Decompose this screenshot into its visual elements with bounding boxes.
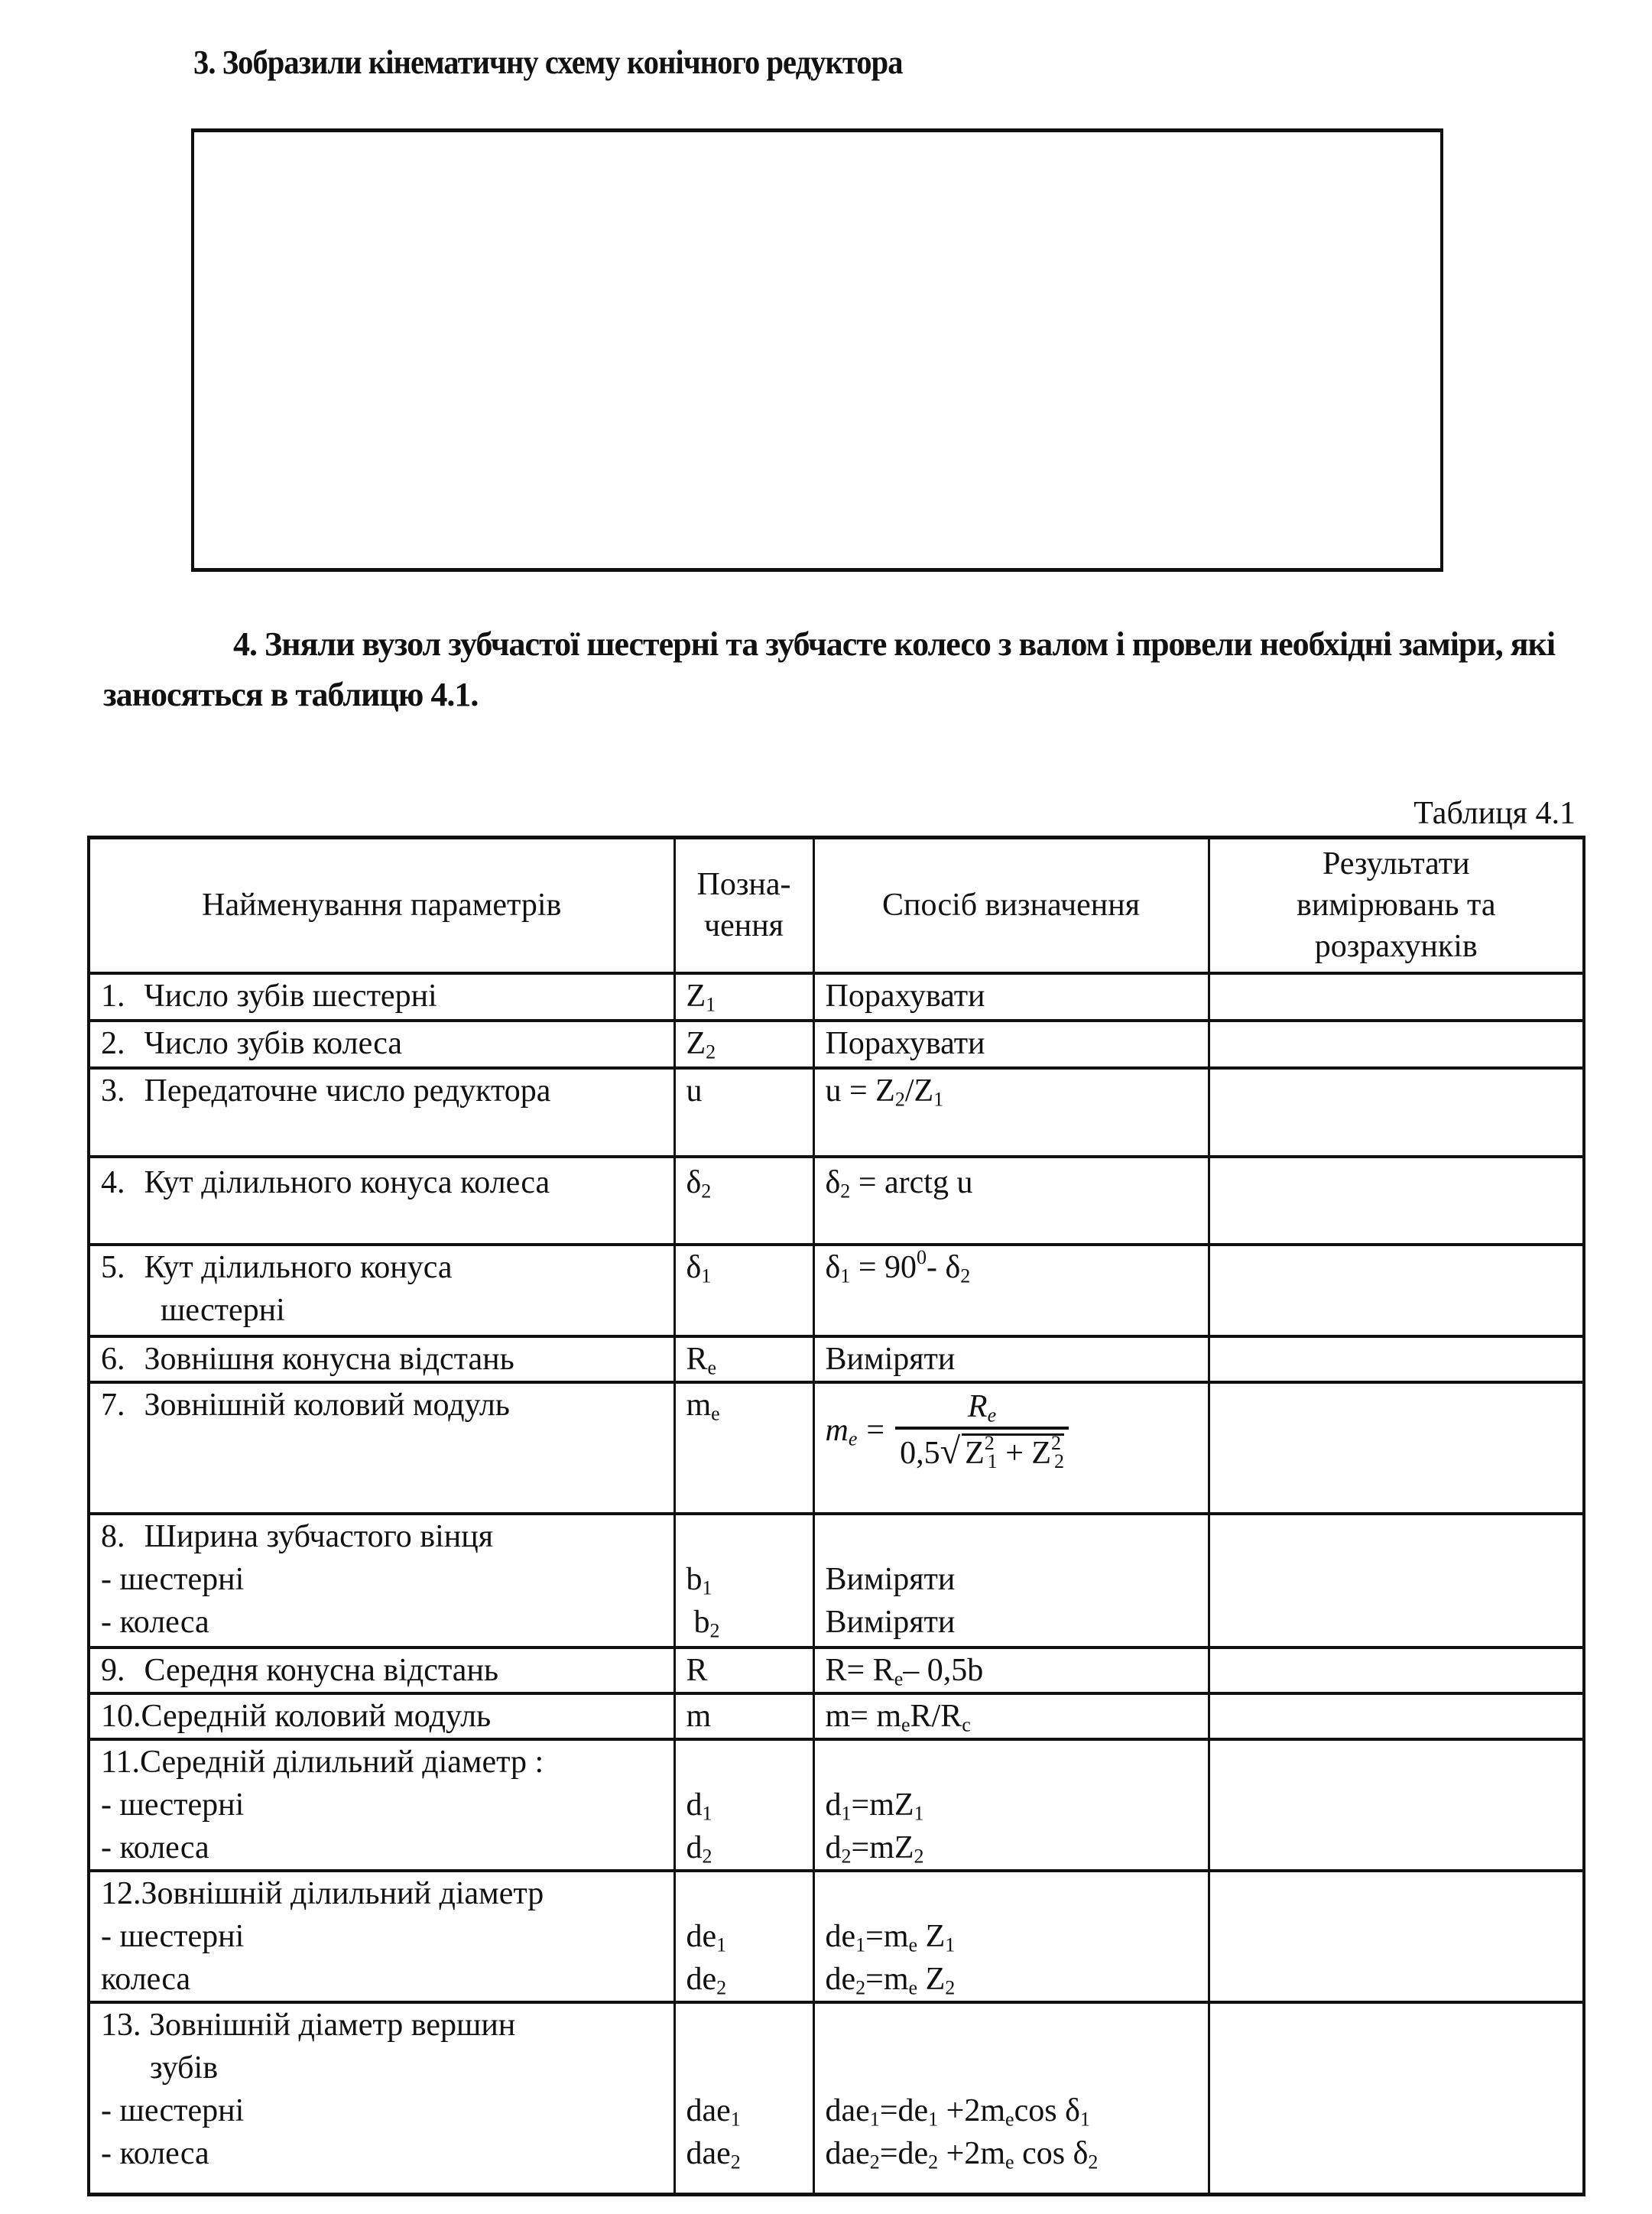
param-method: $d_1=mZ_1$ $d_2=mZ_2$ [813, 1739, 1209, 1871]
table-row [89, 1648, 1584, 1693]
result-input-cell[interactable] [1209, 1021, 1584, 1068]
table-row [89, 1514, 1584, 1648]
param-name: 8. Ширина зубчастого вінця - шестерні - колеса [89, 1514, 674, 1648]
param-name: 12.Зовнішній ділильний діаметр - шестерні колеса [89, 1871, 674, 2002]
param-symbol: $Z_1$ [674, 973, 813, 1021]
table-row [89, 973, 1584, 1021]
result-input-cell[interactable] [1209, 1871, 1584, 2002]
param-method: $de_1=m_e$ $Z_1$ $de_2=m_e$ $Z_2$ [813, 1871, 1209, 2002]
param-symbol: $\delta_2$ [674, 1157, 813, 1245]
param-symbol: $d_1$ $d_2$ [674, 1739, 813, 1871]
table-row [89, 1739, 1584, 1871]
param-name: 1. Число зубів шестерні [89, 973, 674, 1021]
table-row [89, 1157, 1584, 1245]
param-symbol: $b_1$ $b_2$ [674, 1514, 813, 1648]
param-symbol: R [674, 1648, 813, 1693]
param-symbol: $m_e$ [674, 1382, 813, 1514]
result-input-cell[interactable] [1209, 1648, 1584, 1693]
param-name: 6. Зовнішня конусна відстань [89, 1336, 674, 1382]
table-caption: Таблиця 4.1 [1413, 796, 1576, 831]
param-symbol: m [674, 1693, 813, 1739]
param-method: $m= m_eR/R_c$ [813, 1693, 1209, 1739]
table-row [89, 1245, 1584, 1336]
header-method: Спосіб визначення [813, 838, 1209, 973]
param-method: $R= R_e-$ 0,5b [813, 1648, 1209, 1693]
section-4-paragraph: 4. Зняли вузол зубчастої шестерні та зубчасте колесо з валом і провели необхідні заміри, які заносяться в таблицю 4.1. [103, 625, 1556, 713]
result-input-cell[interactable] [1209, 2002, 1584, 2195]
kinematic-scheme-drawing-area [191, 128, 1443, 572]
section-3-heading: 3. Зобразили кінематичну схему конічного редуктора [193, 44, 903, 81]
param-name: 3. Передаточне число редуктора [89, 1068, 674, 1157]
param-name: 7. Зовнішній коловий модуль [89, 1382, 674, 1514]
param-name: 5. Кут ділильного конуса шестерні [89, 1245, 674, 1336]
table-row [89, 1693, 1584, 1739]
param-name: 4. Кут ділильного конуса колеса [89, 1157, 674, 1245]
param-method: Порахувати [813, 973, 1209, 1021]
header-parameter-name: Найменування параметрів [89, 838, 674, 973]
result-input-cell[interactable] [1209, 1336, 1584, 1382]
param-symbol: $\delta_1$ [674, 1245, 813, 1336]
param-method: Порахувати [813, 1021, 1209, 1068]
param-symbol: $de_1$ $de_2$ [674, 1871, 813, 2002]
param-name: 10.Середній коловий модуль [89, 1693, 674, 1739]
result-input-cell[interactable] [1209, 1514, 1584, 1648]
param-method: $\delta_2$ = arctg u [813, 1157, 1209, 1245]
param-symbol: u [674, 1068, 813, 1157]
table-row [89, 1068, 1584, 1157]
table-header-row [89, 838, 1584, 973]
param-method: $dae_1=de_1 +2m_e\cos$ $\delta_1$ $dae_2=de_2 +2m_e$ $\cos \delta_2$ [813, 2002, 1209, 2195]
result-input-cell[interactable] [1209, 973, 1584, 1021]
param-symbol: dae$_1$ dae$_2$ [674, 2002, 813, 2195]
param-name: 9. Середня конусна відстань [89, 1648, 674, 1693]
param-symbol: $R_e$ [674, 1336, 813, 1382]
result-input-cell[interactable] [1209, 1068, 1584, 1157]
header-symbol: Позна- чення [674, 838, 813, 973]
result-input-cell[interactable] [1209, 1739, 1584, 1871]
header-result: Результати вимірювань та розрахунків [1209, 838, 1584, 973]
param-name: 2. Число зубів колеса [89, 1021, 674, 1068]
param-symbol: $Z_2$ [674, 1021, 813, 1068]
table-row [89, 1382, 1584, 1514]
param-method: $u = Z_2/Z_1$ [813, 1068, 1209, 1157]
param-method: Виміряти [813, 1336, 1209, 1382]
param-method: Виміряти Виміряти [813, 1514, 1209, 1648]
param-method [813, 1382, 1209, 1514]
table-row [89, 2002, 1584, 2195]
param-name: 13. Зовнішній діаметр вершин зубів - шестерні - колеса [89, 2002, 674, 2195]
result-input-cell[interactable] [1209, 1157, 1584, 1245]
module-formula: $m_e$ = $\frac{R_e}{0,5√ Z^2_1 + Z^2_2}$ [826, 1388, 1069, 1472]
parameters-table [87, 836, 1585, 2196]
param-method: $\delta_1 = 90^0-$ $\delta_2$ [813, 1245, 1209, 1336]
result-input-cell[interactable] [1209, 1382, 1584, 1514]
param-name: 11.Середній ділильний діаметр : - шестерні - колеса [89, 1739, 674, 1871]
table-row [89, 1021, 1584, 1068]
table-row [89, 1871, 1584, 2002]
result-input-cell[interactable] [1209, 1693, 1584, 1739]
table-row [89, 1336, 1584, 1382]
result-input-cell[interactable] [1209, 1245, 1584, 1336]
